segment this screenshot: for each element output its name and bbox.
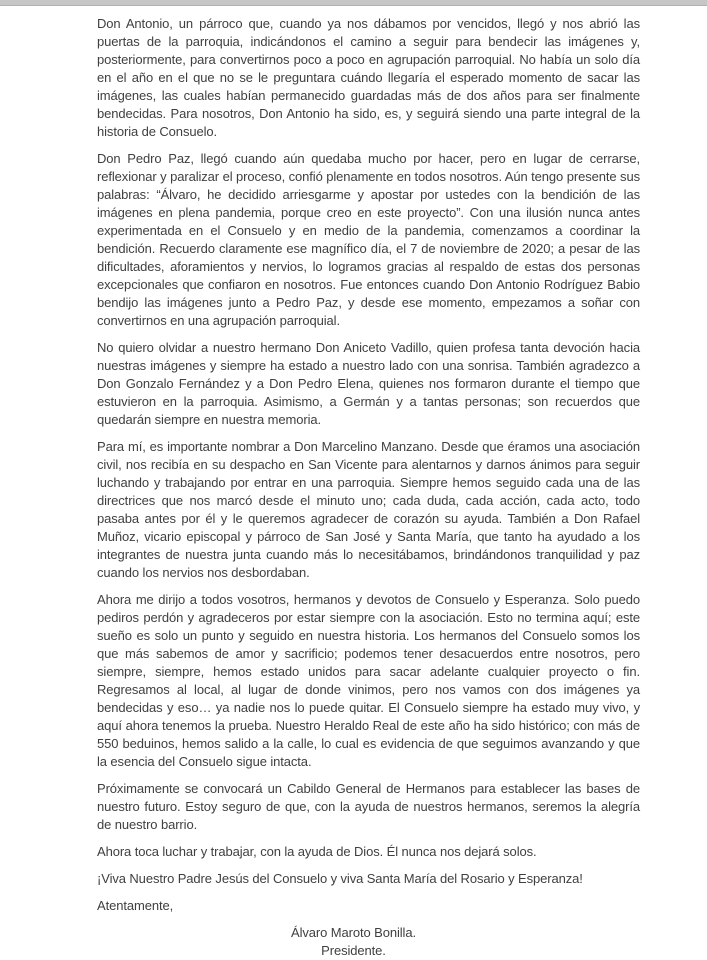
letter-paragraph-5: Ahora me dirijo a todos vosotros, hermanos y devotos de Consuelo y Esperanza. Solo puedo pediros perdón y agradeceros por estar siempre con la asociación. Esto no termina aquí; este sueño es solo un punto y seguido en nuestra historia. Los hermanos del Consuelo somos los que más sabemos de amor y sacrificio; podemos tener desacuerdos entre nosotros, pero siempre, siempre, hemos estado unidos para sacar adelante cualquier proyecto o fin. Regresamos al local, al lugar de donde vinimos, pero nos vamos con dos imágenes ya bendecidas y eso… ya nadie nos lo puede quitar. El Consuelo siempre ha estado muy vivo, y aquí ahora tenemos la prueba. Nuestro Heraldo Real de este año ha sido histórico; con más de 550 beduinos, hemos salido a la calle, lo cual es evidencia de que seguimos avanzando y que la esencia del Consuelo sigue intacta. <box>97 592 640 769</box>
signature-block <box>0 924 707 960</box>
letter-paragraph-7: Ahora toca luchar y trabajar, con la ayuda de Dios. Él nunca nos dejará solos. <box>97 844 537 859</box>
signature-title: Presidente. <box>321 943 386 958</box>
letter-paragraph-2: Don Pedro Paz, llegó cuando aún quedaba mucho por hacer, pero en lugar de cerrarse, reflexionar y paralizar el proceso, confió plenamente en todos nosotros. Aún tengo presente sus palabras: “Álvaro, he decidido arriesgarme y apostar por ustedes con la bendición de las imágenes en plena pandemia, porque creo en este proyecto”. Con una ilusión nunca antes experimentada en el Consuelo y en medio de la pandemia, comenzamos a coordinar la bendición. Recuerdo claramente ese magnífico día, el 7 de noviembre de 2020; a pesar de las dificultades, aforamientos y nervios, lo logramos gracias al respaldo de estas dos personas excepcionales que confiaron en nosotros. Fue entonces cuando Don Antonio Rodríguez Babio bendijo las imágenes junto a Pedro Paz, y desde ese momento, empezamos a soñar con convertirnos en una agrupación parroquial. <box>97 151 640 328</box>
letter-paragraph-6: Próximamente se convocará un Cabildo General de Hermanos para establecer las bases de nuestro futuro. Estoy seguro de que, con la ayuda de nuestros hermanos, seremos la alegría de nuestro barrio. <box>97 781 640 832</box>
letter-document <box>0 6 707 960</box>
signature-name: Álvaro Maroto Bonilla. <box>291 925 416 940</box>
letter-paragraph-3: No quiero olvidar a nuestro hermano Don Aniceto Vadillo, quien profesa tanta devoción hacia nuestras imágenes y siempre ha estado a nuestro lado con una sonrisa. También agradezco a Don Gonzalo Fernández y a Don Pedro Elena, quienes nos formaron durante el tiempo que estuvieron en la parroquia. Asimismo, a Germán y a tantas personas; son recuerdos que quedarán siempre en nuestra memoria. <box>97 340 640 427</box>
letter-paragraph-8: ¡Viva Nuestro Padre Jesús del Consuelo y viva Santa María del Rosario y Esperanza! <box>97 871 583 886</box>
letter-paragraph-4: Para mí, es importante nombrar a Don Marcelino Manzano. Desde que éramos una asociación civil, nos recibía en su despacho en San Vicente para alentarnos y darnos ánimos para seguir luchando y trabajando por entrar en una parroquia. Siempre hemos seguido cada una de las directrices que nos marcó desde el minuto uno; cada duda, cada acción, cada acto, todo pasaba antes por él y le queremos agradecer de corazón su ayuda. También a Don Rafael Muñoz, vicario episcopal y párroco de San José y Santa María, que tanto ha ayudado a los integrantes de nuestra junta cuando más lo necesitábamos, brindándonos tranquilidad y paz cuando los nervios nos desbordaban. <box>97 439 640 580</box>
letter-closing: Atentamente, <box>97 898 174 913</box>
letter-paragraph-1: Don Antonio, un párroco que, cuando ya nos dábamos por vencidos, llegó y nos abrió las puertas de la parroquia, indicándonos el camino a seguir para bendecir las imágenes y, posteriormente, para convertirnos poco a poco en agrupación parroquial. No había un solo día en el año en el que no se le preguntara cuándo llegaría el esperado momento de sacar las imágenes, las cuales habían permanecido guardadas más de dos años para ser finalmente bendecidas. Para nosotros, Don Antonio ha sido, es, y seguirá siendo una parte integral de la historia de Consuelo. <box>97 16 640 139</box>
